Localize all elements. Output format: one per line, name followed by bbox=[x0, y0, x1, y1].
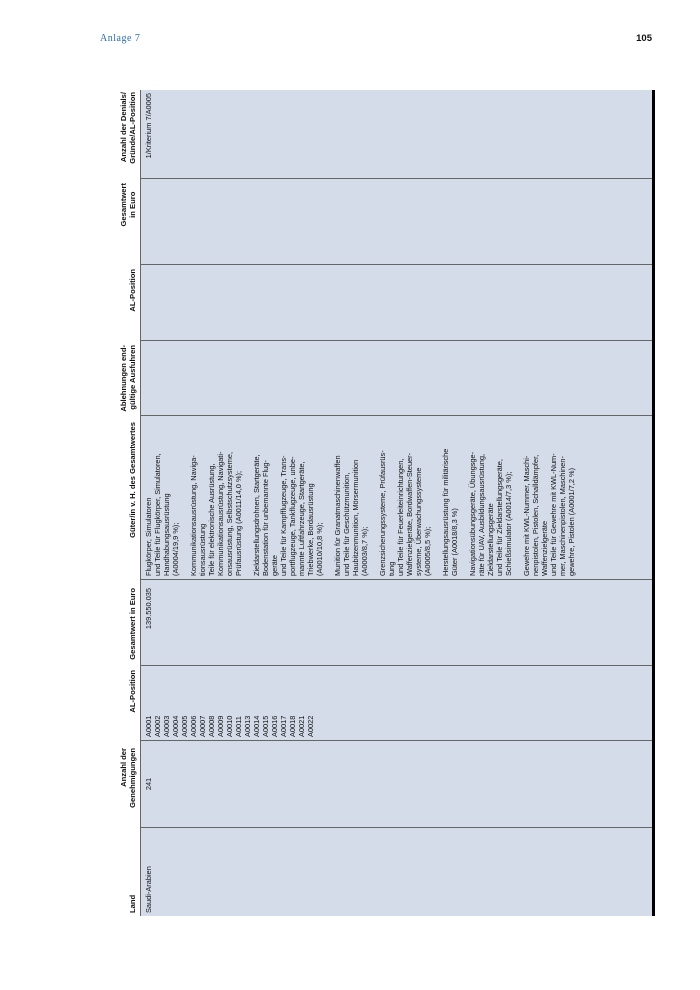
al-position-list bbox=[141, 666, 318, 740]
al-position-item: A0022 bbox=[306, 715, 315, 737]
header-al-position: AL-Position bbox=[128, 670, 137, 713]
gueter-paragraph bbox=[522, 419, 576, 576]
gueter-line: Kommunikationsausrüstung, Naviga- bbox=[189, 455, 198, 576]
gueter-line: Handhabungsausrüstung bbox=[162, 493, 171, 576]
gueter-line: Herstellungsausrüstung für militärische bbox=[441, 448, 450, 576]
gueter-line: und Teile für Kampfflugzeuge, Trans- bbox=[279, 455, 288, 576]
gueter-paragraph bbox=[189, 419, 243, 576]
gueter-line: und Teile für Feuerleiteinrichtungen, bbox=[396, 458, 405, 576]
gesamtwert-value: 139.550.035 bbox=[144, 588, 153, 630]
table-header-row bbox=[100, 90, 140, 916]
al-position-item: A0003 bbox=[162, 715, 171, 737]
header-al-position-2: AL-Position bbox=[128, 269, 137, 312]
al-position-item: A0001 bbox=[144, 715, 153, 737]
cell-gesamtwert-2 bbox=[141, 179, 655, 265]
header-gesamtwert: Gesamtwert in Euro bbox=[128, 588, 137, 660]
gueter-line: und Teile für Zieldarstellungsgeräte, bbox=[495, 459, 504, 576]
gueter-line: (A0003/8,7 %); bbox=[360, 526, 369, 576]
al-position-item: A0018 bbox=[288, 715, 297, 737]
anzahl-value: 241 bbox=[144, 777, 153, 791]
table-bottom-rule bbox=[652, 90, 655, 916]
gueter-line: mer, Maschinenpistolen, Maschinen- bbox=[558, 456, 567, 576]
gueter-paragraph bbox=[252, 419, 324, 576]
cell-gueter bbox=[141, 416, 655, 580]
gueter-line: portflugzeuge, Tankflugzeuge, unbe- bbox=[288, 456, 297, 576]
header-denials: Anzahl der Denials/ Gründe/AL-Position bbox=[119, 92, 137, 164]
gueter-paragraph bbox=[468, 419, 513, 576]
rotated-table bbox=[100, 90, 654, 916]
gueter-line: und Teile für Gewehre mit KWL-Num- bbox=[549, 453, 558, 576]
gueter-line: Güter (A0018/8,3 %) bbox=[450, 508, 459, 576]
running-header-section: Anlage 7 bbox=[100, 33, 141, 44]
gueter-paragraph bbox=[441, 419, 459, 576]
land-value: Saudi-Arabien bbox=[144, 866, 153, 913]
gueter-line: Triebwerke, Bordausrüstung bbox=[306, 483, 315, 576]
gueter-line: Navigationsübungsgeräte, Übungsge- bbox=[468, 451, 477, 576]
cell-gesamtwert bbox=[141, 580, 655, 666]
gueter-line: Schießsimulator (A0014/7,3 %); bbox=[504, 471, 513, 576]
gueter-line: (A0010/10,8 %); bbox=[315, 522, 324, 576]
gueter-line: Waffenzielgeräte, Bordwaffen-Steuer- bbox=[405, 452, 414, 576]
al-position-2-value bbox=[141, 265, 147, 340]
gueter-paragraph bbox=[144, 419, 180, 576]
gueter-line: systeme, Überwachungssysteme bbox=[414, 467, 423, 576]
gueter-line: Zieldarstellungsgeräte bbox=[486, 503, 495, 576]
gueter-line: tung bbox=[387, 561, 396, 576]
gueter-line: (A0005/8,5 %); bbox=[423, 526, 432, 576]
header-ablehnungen: Ablehnungen end- gültige Ausfuhren bbox=[119, 345, 137, 412]
gueter-paragraph bbox=[378, 419, 432, 576]
al-position-item: A0008 bbox=[207, 715, 216, 737]
gesamtwert-2-value bbox=[141, 179, 147, 264]
header-gueter: Güter/in v. H. des Gesamtwertes bbox=[128, 422, 137, 538]
ablehnungen-value bbox=[141, 341, 147, 415]
gueter-list bbox=[141, 416, 588, 579]
gueter-line: mannte Luftfahrzeuge, Startgeräte, bbox=[297, 461, 306, 576]
gueter-line: (A0004/19,9 %); bbox=[171, 522, 180, 576]
al-position-item: A0007 bbox=[198, 715, 207, 737]
al-position-item: A0005 bbox=[180, 715, 189, 737]
al-position-item: A0006 bbox=[189, 715, 198, 737]
gueter-line: Grenzsicherungssysteme, Prüfausrüs- bbox=[378, 450, 387, 576]
gueter-line: Munition für Granatmaschinenwaffen bbox=[333, 455, 342, 576]
gueter-line: Kommunikationsausrüstung, Navigati- bbox=[216, 451, 225, 576]
gueter-line: gewehre, Pistolen (A0001/7,2 %) bbox=[567, 467, 576, 576]
export-table bbox=[100, 90, 654, 916]
gueter-line: Flugkörper, Simulatoren bbox=[144, 497, 153, 576]
gueter-line: onsausrüstung, Selbstschutzsysteme, bbox=[225, 451, 234, 576]
header-land: Land bbox=[128, 894, 137, 913]
gueter-line: und Teile für Geschützmunition, bbox=[342, 472, 351, 576]
al-position-item: A0013 bbox=[243, 715, 252, 737]
cell-al-positions bbox=[141, 666, 655, 741]
gueter-line: und Teile für Flugkörper, Simulatoren, bbox=[153, 453, 162, 576]
denials-value: 1/Kriterium 7/A0005 bbox=[144, 93, 153, 159]
cell-land bbox=[141, 828, 655, 916]
al-position-item: A0014 bbox=[252, 715, 261, 737]
al-position-item: A0016 bbox=[270, 715, 279, 737]
cell-anzahl bbox=[141, 741, 655, 828]
al-position-item: A0010 bbox=[225, 715, 234, 737]
gueter-line: Waffenzielgeräte bbox=[540, 520, 549, 576]
gueter-line: Teile für elektronische Ausrüstung, bbox=[207, 463, 216, 576]
gueter-line: Bodenstation für unbemannte Flug- bbox=[261, 460, 270, 576]
al-position-item: A0017 bbox=[279, 715, 288, 737]
gueter-line: nenpistolen, Pistolen, Schalldämpfer, bbox=[531, 454, 540, 576]
page-number: 105 bbox=[636, 33, 652, 44]
gueter-paragraph bbox=[333, 419, 369, 576]
al-position-item: A0015 bbox=[261, 715, 270, 737]
gueter-line: tionsausrüstung bbox=[198, 523, 207, 576]
gueter-line: Zieldarstellungsdrohnen, Startgeräte, bbox=[252, 454, 261, 576]
gueter-line: geräte bbox=[270, 555, 279, 576]
gueter-line: Prüfausrüstung (A0011/14,0 %); bbox=[234, 470, 243, 576]
gueter-line: räte für UAV, Ausbildungsausrüstung, bbox=[477, 453, 486, 576]
al-position-item: A0002 bbox=[153, 715, 162, 737]
al-position-item: A0004 bbox=[171, 715, 180, 737]
header-anzahl: Anzahl der Genehmigungen bbox=[119, 748, 137, 808]
table-body-row bbox=[140, 90, 655, 916]
al-position-item: A0011 bbox=[234, 716, 243, 737]
cell-al-position-2 bbox=[141, 265, 655, 341]
gueter-line: Haubitzenmunition, Mörsermunition bbox=[351, 459, 360, 576]
al-position-item: A0021 bbox=[297, 715, 306, 737]
cell-ablehnungen bbox=[141, 341, 655, 416]
cell-denials bbox=[141, 90, 655, 179]
gueter-line: Gewehre mit KWL-Nummer, Maschi- bbox=[522, 455, 531, 576]
header-gesamtwert-2: Gesamtwert in Euro bbox=[119, 183, 137, 227]
al-position-item: A0009 bbox=[216, 715, 225, 737]
